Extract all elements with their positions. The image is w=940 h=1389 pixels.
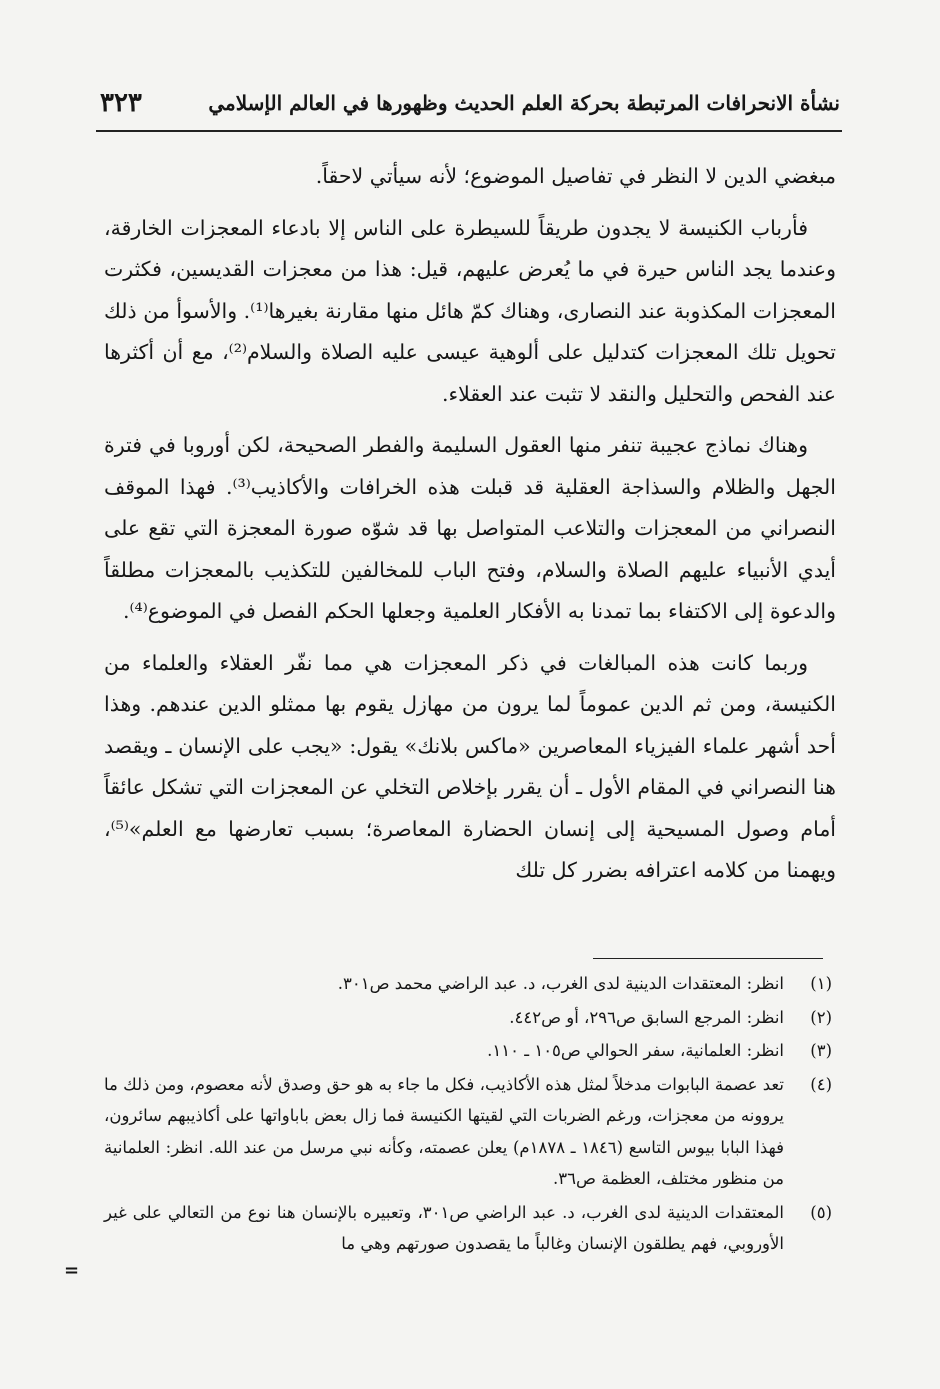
- continuation-mark: =: [64, 1260, 80, 1281]
- page-number: ٣٢٣: [100, 88, 142, 118]
- footnote-number: (٥): [810, 1202, 832, 1222]
- footnote: [104, 968, 832, 1000]
- footnote-number: (٣): [810, 1041, 832, 1060]
- footnote: [104, 1002, 832, 1034]
- footnote-text: المعتقدات الدينية لدى الغرب، د. عبد الراضي ص٣٠١، وتعبيره بالإنسان هنا نوع من التعالي على غير الأوروبي، فهم يطلقون الإنسان وغالباً ما يقصدون صورتهم وهي ما: [104, 1202, 784, 1253]
- footnote: [104, 1197, 832, 1260]
- footnote: [104, 1069, 832, 1195]
- footnote-number: (٢): [810, 1007, 832, 1027]
- footnotes: [104, 968, 832, 1262]
- footnote-divider: [593, 958, 823, 959]
- paragraph: وهناك نماذج عجيبة تنفر منها العقول السليمة والفطر الصحيحة، لكن أوروبا في فترة الجهل والظلام والسذاجة العقلية قد قبلت هذه الخرافات والأكاذيب⁽³⁾. فهذا الموقف النصراني من المعجزات والتلاعب المتواصل بها قد شوّه صورة المعجزة التي تقع على أيدي الأنبياء عليهم الصلاة والسلام، وفتح الباب للمخالفين للتكذيب بالمعجزات مطلقاً والدعوة إلى الاكتفاء بما تمدنا به الأفكار العلمية وجعلها الحكم الفصل في الموضوع⁽⁴⁾.: [104, 433, 836, 623]
- footnote-text: انظر: العلمانية، سفر الحوالي ص١٠٥ ـ ١١٠.: [487, 1041, 784, 1060]
- footnote-number: (١): [810, 974, 832, 993]
- footnote: [104, 1035, 832, 1067]
- header-divider: [96, 130, 842, 132]
- footnote-number: (٤): [810, 1074, 832, 1094]
- paragraph: وربما كانت هذه المبالغات في ذكر المعجزات هي مما نفّر العقلاء والعلماء من الكنيسة، ومن ثم الدين عموماً لما يرون من مهازل يقوم بها ممثلو الدين عندهم. وهذا أحد أشهر علماء الفيزياء المعاصرين «ماكس بلانك» يقول: «يجب على الإنسان ـ ويقصد هنا النصراني في المقام الأول ـ أن يقرر بإخلاص التخلي عن المعجزات التي تشكل عائقاً أمام وصول المسيحية إلى إنسان الحضارة المعاصرة؛ بسبب تعارضها مع العلم»⁽⁵⁾، ويهمنا من كلامه اعترافه بضرر كل تلك: [104, 650, 836, 882]
- page-header: [100, 82, 840, 124]
- footnote-text: انظر: المرجع السابق ص٢٩٦، أو ص٤٤٢.: [509, 1007, 784, 1027]
- running-title: نشأة الانحرافات المرتبطة بحركة العلم الحديث وظهورها في العالم الإسلامي: [208, 91, 840, 115]
- paragraph: مبغضي الدين لا النظر في تفاصيل الموضوع؛ لأنه سيأتي لاحقاً.: [315, 164, 836, 188]
- main-text: [104, 156, 836, 902]
- footnote-text: انظر: المعتقدات الدينية لدى الغرب، د. عبد الراضي محمد ص٣٠١.: [337, 974, 784, 993]
- footnote-text: تعد عصمة البابوات مدخلاً لمثل هذه الأكاذيب، فكل ما جاء به هو حق وصدق لأنه معصوم، ومن ذلك ما يروونه من معجزات، ورغم الضربات التي لقيتها الكنيسة فما زال بعض باباواتها على أكاذيبهم سائرون، فهذا البابا بيوس التاسع (١٨٤٦ ـ ١٨٧٨م) يعلن عصمته، وكأنه نبي مرسل من عند الله. انظر: العلمانية من منظور مختلف، العظمة ص٣٦.: [104, 1074, 785, 1188]
- paragraph: فأرباب الكنيسة لا يجدون طريقاً للسيطرة على الناس إلا بادعاء المعجزات الخارقة، وعندما يجد الناس حيرة في ما يُعرض عليهم، قيل: هذا من معجزات القديسين، فكثرت المعجزات المكذوبة عند النصارى، وهناك كمّ هائل منها مقارنة بغيرها⁽¹⁾. والأسوأ من ذلك تحويل تلك المعجزات كتدليل على ألوهية عيسى عليه الصلاة والسلام⁽²⁾، مع أن أكثرها عند الفحص والتحليل والنقد لا تثبت عند العقلاء.: [104, 215, 836, 406]
